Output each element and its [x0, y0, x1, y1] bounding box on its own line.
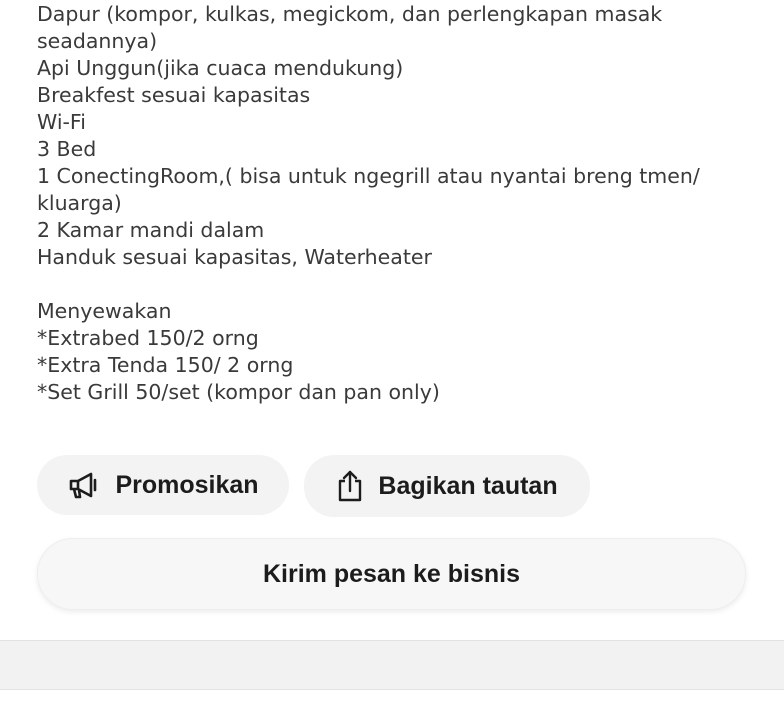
message-label: Kirim pesan ke bisnis [262, 559, 521, 588]
rental-heading: Menyewakan [37, 299, 172, 323]
description-line: Dapur (kompor, kulkas, megickom, dan perlengkapan masak seadannya) [37, 2, 663, 53]
share-label: Bagikan tautan [378, 471, 558, 500]
rental-item: *Set Grill 50/set (kompor dan pan only) [37, 380, 440, 404]
listing-description [37, 1, 757, 406]
section-divider [0, 640, 784, 690]
description-line: Breakfest sesuai kapasitas [37, 83, 311, 107]
promote-button[interactable] [37, 455, 289, 515]
paragraph-gap [37, 271, 757, 298]
description-line: Wi-Fi [37, 110, 86, 134]
description-line: 2 Kamar mandi dalam [37, 218, 265, 242]
rental-item: *Extrabed 150/2 orng [37, 326, 259, 350]
description-line: 3 Bed [37, 137, 97, 161]
share-link-button[interactable] [304, 455, 590, 517]
megaphone-icon [67, 470, 101, 500]
share-icon [336, 469, 364, 503]
description-line: 1 ConectingRoom,( bisa untuk ngegrill atau nyantai breng tmen/ kluarga) [37, 164, 700, 215]
rental-item: *Extra Tenda 150/ 2 orng [37, 353, 294, 377]
description-line: Api Unggun(jika cuaca mendukung) [37, 56, 404, 80]
description-line: Handuk sesuai kapasitas, Waterheater [37, 245, 432, 269]
promote-label: Promosikan [115, 470, 259, 499]
message-business-button[interactable] [37, 538, 746, 610]
